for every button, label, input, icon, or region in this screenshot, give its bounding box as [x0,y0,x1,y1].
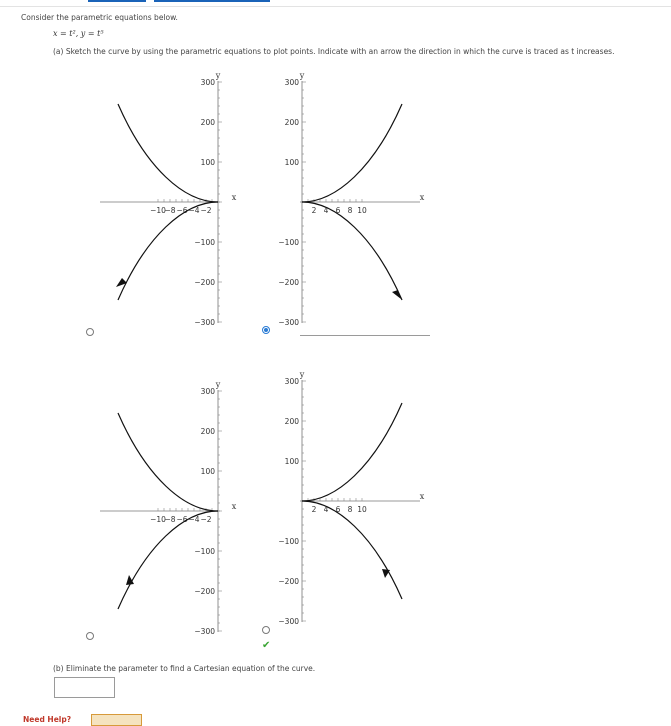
y-tick-label: −200 [278,278,299,287]
divider-line [300,335,430,336]
need-help-label: Need Help? [23,715,72,724]
x-tick-label: −8 [164,515,176,524]
y-tick-label: 300 [284,78,299,87]
top-bar [0,0,671,7]
y-axis-label: y [299,71,305,80]
x-axis-label: x [419,193,425,202]
x-tick-label: −8 [164,206,176,215]
y-tick-label: 300 [200,78,215,87]
y-tick-label: 200 [284,417,299,426]
x-tick-label: 8 [347,505,353,514]
x-tick-label: 10 [357,505,367,514]
x-tick-label: 2 [311,206,317,215]
y-tick-label: 200 [200,118,215,127]
y-axis-label: y [215,71,221,80]
x-tick-label: 4 [323,505,329,514]
y-tick-label: −200 [194,587,215,596]
nav-tab-indicator[interactable] [154,0,270,2]
option-b-radio[interactable] [262,326,270,334]
x-tick-label: −2 [200,515,212,524]
lower-branch [302,202,402,300]
parametric-equations: x = t², y = t⁵ [53,29,104,38]
x-tick-label: −10 [150,206,166,215]
y-tick-label: 300 [200,387,215,396]
x-tick-label: −4 [188,515,200,524]
x-axis-label: x [231,193,237,202]
option-c-graph [90,372,280,662]
option-a-radio[interactable] [86,328,94,336]
option-b-graph [270,63,460,353]
lower-branch [302,501,402,599]
x-tick-label: −6 [176,206,188,215]
option-d-graph [270,362,460,652]
y-tick-label: 100 [200,467,215,476]
option-c-graph-svg [90,372,280,662]
help-button[interactable] [91,714,142,726]
y-tick-label: 200 [284,118,299,127]
intro-text: Consider the parametric equations below. [21,13,178,22]
nav-tab-indicator[interactable] [88,0,146,2]
x-tick-label: −6 [176,515,188,524]
option-c-radio[interactable] [86,632,94,640]
y-tick-label: −100 [278,537,299,546]
option-a-graph-svg [90,63,280,353]
y-tick-label: −100 [194,238,215,247]
answer-input[interactable] [54,677,115,698]
part-a-text: (a) Sketch the curve by using the parametric equations to plot points. Indicate with an arrow the direction in which the curve is traced as t increases. [53,47,615,56]
part-b-text: (b) Eliminate the parameter to find a Cartesian equation of the curve. [53,664,316,673]
x-tick-label: −2 [200,206,212,215]
upper-branch [302,104,402,202]
option-a-graph [90,63,280,353]
y-axis-label: y [215,380,221,389]
x-tick-label: 4 [323,206,329,215]
y-tick-label: 100 [284,457,299,466]
y-tick-label: 300 [284,377,299,386]
x-axis-label: x [419,492,425,501]
y-tick-label: −300 [278,318,299,327]
y-tick-label: −300 [194,627,215,636]
direction-arrow-icon [116,278,127,287]
y-tick-label: 100 [200,158,215,167]
x-tick-label: −10 [150,515,166,524]
option-d-graph-svg [270,362,460,652]
x-tick-label: −4 [188,206,200,215]
x-tick-label: 2 [311,505,317,514]
y-tick-label: −100 [194,547,215,556]
y-axis-label: y [299,370,305,379]
direction-arrow-icon [382,569,390,578]
x-tick-label: 10 [357,206,367,215]
upper-branch [302,403,402,501]
y-tick-label: −200 [194,278,215,287]
y-tick-label: −100 [278,238,299,247]
y-tick-label: −200 [278,577,299,586]
x-tick-label: 8 [347,206,353,215]
y-tick-label: 100 [284,158,299,167]
option-b-graph-svg [270,63,460,353]
y-tick-label: 200 [200,427,215,436]
option-d-radio[interactable] [262,626,270,634]
y-tick-label: −300 [194,318,215,327]
x-tick-label: 6 [335,505,341,514]
x-tick-label: 6 [335,206,341,215]
x-axis-label: x [231,502,237,511]
y-tick-label: −300 [278,617,299,626]
check-icon: ✔ [262,640,271,651]
